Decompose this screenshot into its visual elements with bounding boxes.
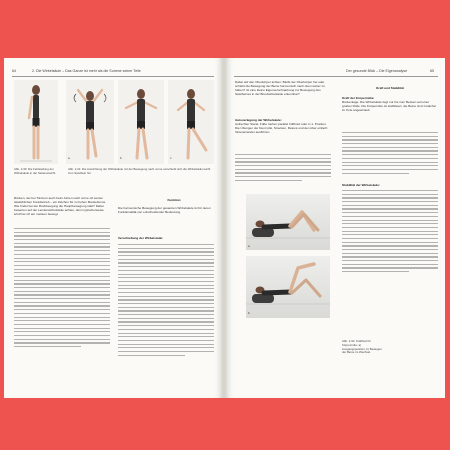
left-body-intro: Rücken, der bei Tänzern auch beim Atmen nach vorne oft seinen tatsächlichen Kreisbetrieb – ein Zeichen für zu hohen Muskeltonus. Wie findet bei der Rückbeugung die Hauptbewegung statt? Dabei bewerten auf der Lendenwirbelsäule achten, denn typischerweise wird hier oft am meisten bewegt. [14,196,107,217]
person-on-roller-knees-bent [246,194,330,250]
col1-body: Aufrechter Stand, Füße stehen parallel hüftbreit oder in 1. Position. Die Übungen der Demi plié, Strecken, Relevé und den über einfach hintereinander ausführen. [235,122,328,135]
open-book [4,58,445,398]
photo-b [246,256,330,318]
left-page [4,58,222,398]
caption-side-view: Abb. 2.30: Die Fehlstellung der Wirbelsäule in der Seitenansicht. [14,167,57,175]
figure-label-c: c [170,156,172,160]
figure-a [66,80,114,164]
woman-leg-forward-figure [168,80,214,164]
col2-text-lines-2 [342,190,438,275]
right-running-head: Der gesunde Blick – Die Eigenanalyse [346,69,408,73]
section-title-kraft: Kraft und Stabilität [376,86,404,90]
person-on-roller-legs-raised [246,256,330,318]
figure-label-a: a [68,156,70,160]
left-column-text-lines [14,228,110,350]
col2-text-lines [342,132,438,176]
photo-label-b: b [248,311,250,315]
woman-standing-side-figure [14,80,58,164]
header-rule [234,76,438,77]
header-rule [12,76,214,77]
photo-label-a: a [248,244,250,248]
figure-side-view [14,80,58,164]
caption-figures-abc: Abb. 2.31: Die Ausrichtung der Wirbelsäule mit der Bewegung nach vorne verschiebt sich die Wirbelsäule leicht zum Spielbein hin. [68,167,211,175]
funktion-body: Die harmonische Bewegung der gesamten Wirbelsäule ist für deren Funktionalität von entscheidender Bedeutung. [118,206,211,215]
col1-heading: Autoverlegung der Wirbelsäule: [235,118,282,122]
figure-b [118,80,164,164]
col2-body: Rückenlage. Die Wirbelsäule liegt nur bis zum Becken auf einer großen Rolle. Die Körpermitte ist stabilisiert, die Beine sind zunächst im Knie angewinkelt. [342,100,436,113]
figure-label-b: b [120,156,122,160]
col1-text-lines [235,154,331,184]
col1-intro-text: Dabei auf den Oberkörper achten: Bleibt der Oberkörper frei oder schiebt die Bewegung der Beine harmonisch nach oben weiter zu halten? Ist eine kleine Eigenverschraubung zur Bewegung des Spielbeines in der Brustwirbelsäule erkennbar? [235,80,325,97]
photo-a [246,194,330,250]
col2-heading: Kraft der Körpermitte: [342,96,375,100]
woman-arms-raised-figure [66,80,114,164]
figure-c [168,80,214,164]
right-page [226,58,445,398]
right-column-text-lines [118,244,214,358]
col2-heading-stability: Stabilität der Wirbelsäule: [342,183,380,187]
left-running-head: 2. Die Wirbelsäule – Das Ganze ist mehr als die Summe seiner Teile [32,69,141,73]
section-title-funktion: Funktion [167,198,181,202]
photo-caption: Abb. 2.32: Kraftfest für Körpermitte: a) Ausgangsposition, b) Bewegen der Beine im Wechsel. [342,339,382,355]
subheading-verschiebung: Verschiebung der Wirbelsäule: [118,236,164,240]
right-page-number: 65 [430,69,434,73]
woman-arms-out-figure [118,80,164,164]
left-page-number: 64 [12,69,16,73]
